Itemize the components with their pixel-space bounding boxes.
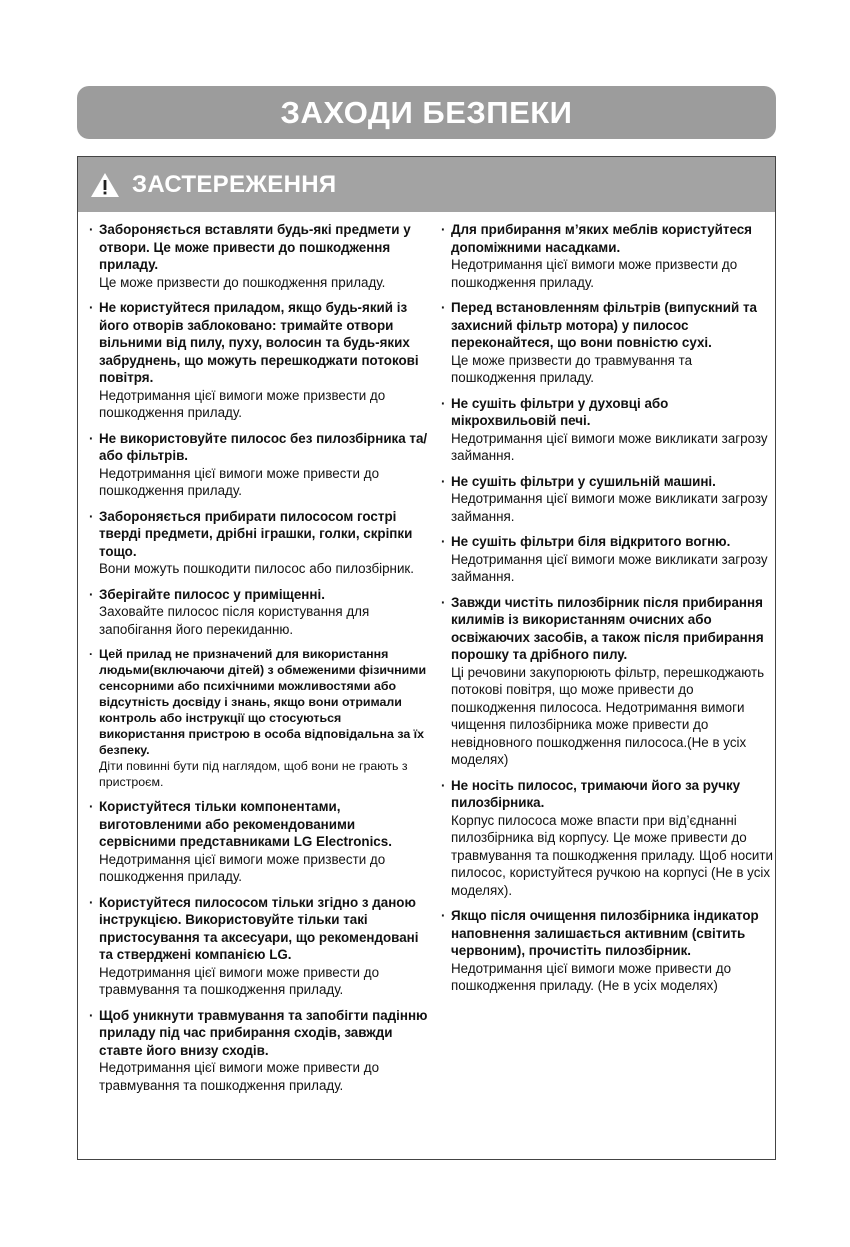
- list-item: [440, 221, 773, 291]
- list-item: [88, 299, 428, 422]
- item-note: Ці речовини закупорюють фільтр, перешкоджають потокові повітря, що може привести до пошкодження пилососа. Недотримання вимоги чищення пилозбірника може привести до невідновного пошкодження пилососа.(Не в усіх моделях): [451, 664, 765, 767]
- item-lead: · Якщо після очищення пилозбірника індикатор наповнення залишається активним (світить червоним), прочистіть пилозбірник.: [451, 908, 759, 958]
- item-note: Діти повинні бути під наглядом, щоб вони не грають з пристроєм.: [99, 759, 408, 789]
- list-item: [88, 508, 428, 578]
- item-lead: · Завжди чистіть пилозбірник після прибирання килимів із використанням очисних або освіжаючих засобів, а також після прибирання порошку та дрібного пилу.: [451, 594, 764, 662]
- item-lead: · Не використовуйте пилосос без пилозбірника та/або фільтрів.: [99, 430, 428, 463]
- list-item: [88, 1007, 428, 1095]
- list-item: [440, 299, 773, 387]
- right-column: [440, 221, 773, 1003]
- item-note: Недотримання цієї вимоги може привести до пошкодження приладу. (Не в усіх моделях): [451, 960, 732, 993]
- item-note: Недотримання цієї вимоги може викликати загрозу займання.: [451, 491, 768, 524]
- item-lead: · Не сушіть фільтри у сушильній машині.: [451, 473, 716, 489]
- list-item: [88, 586, 428, 639]
- list-item: [440, 395, 773, 465]
- warning-title: ЗАСТЕРЕЖЕННЯ: [132, 170, 337, 198]
- list-item: [88, 430, 428, 500]
- item-lead: · Забороняється вставляти будь-які предмети у отвори. Це може привести до пошкодження приладу.: [99, 222, 411, 272]
- item-note: Недотримання цієї вимоги може викликати загрозу займання.: [451, 430, 768, 463]
- item-note: Недотримання цієї вимоги може призвести до пошкодження приладу.: [99, 387, 386, 420]
- item-note: Недотримання цієї вимоги може призвести до пошкодження приладу.: [451, 257, 738, 290]
- warning-header: [78, 157, 775, 212]
- item-lead: · Зберігайте пилосос у приміщенні.: [99, 586, 325, 602]
- list-item: [440, 907, 773, 995]
- item-note: Заховайте пилосос після користування для запобігання його перекиданню.: [99, 604, 370, 637]
- list-item: [440, 594, 773, 769]
- warning-box: [77, 156, 776, 1160]
- list-item: [88, 221, 428, 291]
- item-lead: · Користуйтеся пилососом тільки згідно з даною інструкцією. Використовуйте тільки такі пристосування та аксесуари, що рекомендовані та стверджені компанією LG.: [99, 894, 419, 962]
- warning-triangle-icon: [90, 172, 120, 198]
- list-item: [88, 894, 428, 999]
- list-item: [88, 798, 428, 886]
- item-note: Недотримання цієї вимоги може призвести до пошкодження приладу.: [99, 851, 386, 884]
- list-item: [440, 777, 773, 900]
- item-lead: · Щоб уникнути травмування та запобігти падінню приладу під час прибирання сходів, завжди ставте його внизу сходів.: [99, 1007, 428, 1058]
- list-item: [440, 473, 773, 526]
- item-note: Недотримання цієї вимоги може привести до пошкодження приладу.: [99, 465, 380, 498]
- item-lead: · Забороняється прибирати пилососом гострі тверді предмети, дрібні іграшки, голки, скріпки тощо.: [99, 508, 413, 559]
- item-note: Корпус пилососа може впасти при від’єднанні пилозбірника від корпусу. Це може привести до травмування та пошкодження приладу. Щоб носити пилосос, користуйтеся ручкою на корпусі (Не в усіх моделях).: [451, 812, 774, 898]
- item-lead: · Перед встановленням фільтрів (випускний та захисний фільтр мотора) у пилосос переконайтеся, що вони повністю сухі.: [451, 300, 757, 350]
- item-lead: · Користуйтеся тільки компонентами, виготовленими або рекомендованими сервісними представниками LG Electronics.: [99, 799, 392, 849]
- page-title-bar: [77, 86, 776, 139]
- item-note: Це може призвести до пошкодження приладу.: [99, 274, 386, 290]
- item-lead: · Для прибирання м’яких меблів користуйтеся допоміжними насадками.: [451, 222, 752, 255]
- item-note: Недотримання цієї вимоги може викликати загрозу займання.: [451, 551, 768, 584]
- list-item: [88, 646, 428, 790]
- left-column: [88, 221, 428, 1102]
- item-note: Вони можуть пошкодити пилосос або пилозбірник.: [99, 561, 415, 576]
- item-note: Це може призвести до травмування та пошкодження приладу.: [451, 352, 693, 385]
- item-lead: · Цей прилад не призначений для використання людьми(включаючи дітей) з обмеженими фізичними сенсорними або психічними можливостями або відсутність досвіду і знань, якщо вони отримали контроль або інструкції що стосуються використання пристрою в особа відповідальна за їх безпеку.: [99, 647, 427, 757]
- item-note: Недотримання цієї вимоги може привести до травмування та пошкодження приладу.: [99, 964, 380, 997]
- list-item: [440, 533, 773, 586]
- item-lead: · Не носіть пилосос, тримаючи його за ручку пилозбірника.: [451, 777, 741, 810]
- item-lead: · Не користуйтеся приладом, якщо будь-який із його отворів заблоковано: тримайте отвори вільними від пилу, пуху, волосин та будь-яких забруднень, що можуть перешкоджати потокові повітря.: [99, 300, 419, 385]
- item-lead: · Не сушіть фільтри у духовці або мікрохвильовій печі.: [451, 395, 669, 428]
- item-note: Недотримання цієї вимоги може привести до травмування та пошкодження приладу.: [99, 1060, 380, 1093]
- page-title: ЗАХОДИ БЕЗПЕКИ: [280, 94, 573, 130]
- item-lead: · Не сушіть фільтри біля відкритого вогню.: [451, 534, 731, 549]
